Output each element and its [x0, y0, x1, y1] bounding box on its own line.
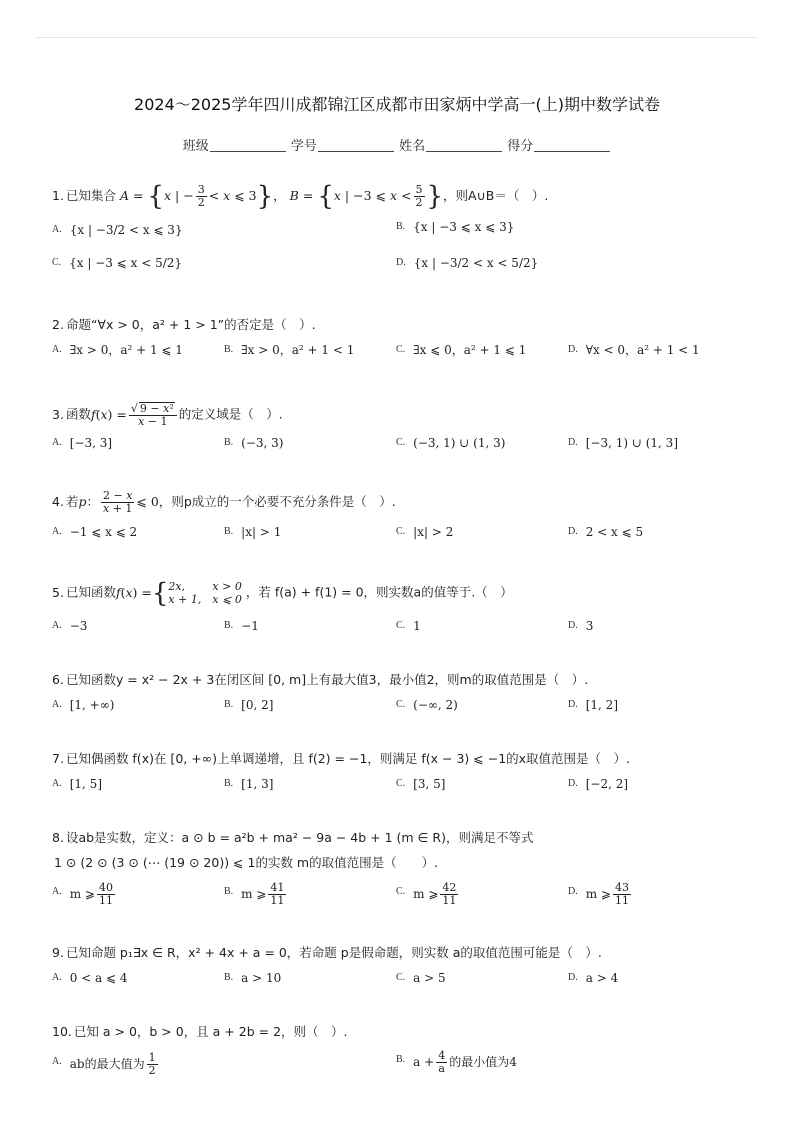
q6-option-c[interactable]: $^{C.}$ (−∞, 2) — [396, 698, 458, 712]
question-stem-suffix: ，则A∪B＝（ ）. — [443, 188, 549, 203]
question-stem: 已知 a > 0，b > 0，且 a + 2b = 2，则（ ）. — [73, 1024, 348, 1039]
question-stem: 已知偶函数 f(x)在 [0, +∞)上单调递增，且 f(2) = −1，则满足 f(x − 3) ⩽ −1的x取值范围是（ ）. — [65, 751, 631, 766]
question-stem-line-2: 1 ⊙ (2 ⊙ (3 ⊙ (⋯ (19 ⊙ 20)) ⩽ 1的实数 m的取值范围是（ ）. — [54, 855, 439, 870]
q4-option-d[interactable]: $^{D.}$ 2 < x ⩽ 5 — [568, 525, 644, 539]
q9-option-a[interactable]: $^{A.}$ 0 < a ⩽ 4 — [52, 971, 128, 985]
question-number: 6. — [52, 672, 64, 687]
question-number: 4. — [52, 494, 64, 509]
class-label: 班级 — [182, 139, 209, 154]
question-stem-prefix: 已知函数 — [65, 584, 116, 600]
q7-option-c[interactable]: $^{C.}$ [3, 5] — [396, 777, 446, 791]
q1-option-c[interactable]: $^{C.}$ {x | −3 ⩽ x < 5/2} — [52, 256, 183, 270]
q2-option-b[interactable]: $^{B.}$ ∃x > 0，a² + 1 < 1 — [224, 343, 355, 357]
question-9 — [52, 943, 764, 963]
question-stem: 设ab是实数，定义：a ⊙ b = a²b + ma² − 9a − 4b + 1 (m ∈ R)，则满足不等式 — [65, 830, 534, 845]
question-stem-prefix: 若 — [65, 494, 79, 509]
student-id-label: 学号 — [290, 139, 317, 154]
q4-option-c[interactable]: $^{C.}$ |x| > 2 — [396, 525, 454, 539]
q5-option-a[interactable]: $^{A.}$ −3 — [52, 619, 88, 633]
q2-option-c[interactable]: $^{C.}$ ∃x ⩽ 0，a² + 1 ⩽ 1 — [396, 343, 527, 357]
name-label: 姓名 — [399, 139, 426, 154]
question-4 — [52, 490, 764, 515]
q4-option-a[interactable]: $^{A.}$ −1 ⩽ x ⩽ 2 — [52, 525, 138, 539]
question-6 — [52, 670, 764, 690]
question-1: 1. 已知集合 A = {x | − $\frac{3}{2}$ < x ⩽ 3}， B = {x | −3 ⩽ x < $\frac{5}{2}$ }，则A∪B＝（ ）. — [52, 181, 549, 212]
q6-option-b[interactable]: $^{B.}$ [0, 2] — [224, 698, 274, 712]
q4-option-b[interactable]: $^{B.}$ |x| > 1 — [224, 525, 282, 539]
q2-option-d[interactable]: $^{D.}$ ∀x < 0，a² + 1 < 1 — [568, 343, 700, 357]
q10-option-a[interactable]: $^{A.}$ ab的最大值为 $\frac{1}{2}$ — [52, 1051, 156, 1077]
q5-option-b[interactable]: $^{B.}$ −1 — [224, 619, 259, 633]
q8-option-a[interactable]: $^{A.}$ m ⩾ $\frac{40}{11}$ — [52, 881, 113, 907]
question-stem-prefix: 已知集合 — [65, 188, 116, 203]
question-8-continued — [54, 853, 764, 873]
question-number: 2. — [52, 317, 64, 332]
score-label: 得分 — [507, 139, 534, 154]
question-stem: 已知函数y = x² − 2x + 3在闭区间 [0, m]上有最大值3，最小值2，则m的取值范围是（ ）. — [65, 672, 589, 687]
score-blank[interactable] — [534, 139, 610, 152]
question-10 — [52, 1022, 764, 1042]
q3-option-a[interactable]: $^{A.}$ [−3, 3] — [52, 436, 113, 450]
question-stem: 命题“∀x > 0，a² + 1 > 1”的否定是（ ）. — [65, 317, 316, 332]
q5-option-c[interactable]: $^{C.}$ 1 — [396, 619, 421, 633]
top-divider — [36, 37, 758, 38]
set-b-formula: B = {x | −3 ⩽ x < $\frac{5}{2}$ } — [289, 181, 444, 212]
question-stem-prefix: 函数 — [65, 406, 91, 422]
student-info-line — [0, 135, 794, 154]
q1-option-d[interactable]: $^{D.}$ {x | −3/2 < x < 5/2} — [396, 256, 539, 270]
question-number: 3. — [52, 406, 64, 422]
question-number: 5. — [52, 584, 64, 600]
question-number: 9. — [52, 945, 64, 960]
set-a-formula: A = {x | − $\frac{3}{2}$ < x ⩽ 3} — [119, 181, 274, 212]
question-number: 8. — [52, 830, 64, 845]
q8-option-d[interactable]: $^{D.}$ m ⩾ $\frac{43}{11}$ — [568, 881, 629, 907]
question-stem-suffix: ，若 f(a) + f(1) = 0，则实数a的值等于.（ ） — [245, 584, 513, 600]
function-formula: f(x) = $\frac{\text{√ 9 − x²}}{x - 1}$ — [91, 407, 179, 422]
question-5 — [52, 580, 764, 606]
q7-option-d[interactable]: $^{D.}$ [−2, 2] — [568, 777, 629, 791]
q7-option-a[interactable]: $^{A.}$ [1, 5] — [52, 777, 102, 791]
question-number: 1. — [52, 188, 64, 203]
question-stem-suffix: 的定义域是（ ）. — [178, 406, 283, 422]
class-blank[interactable] — [210, 139, 286, 152]
student-id-blank[interactable] — [318, 139, 394, 152]
q3-option-b[interactable]: $^{B.}$ (−3, 3) — [224, 436, 284, 450]
question-2 — [52, 315, 764, 335]
q9-option-c[interactable]: $^{C.}$ a > 5 — [396, 971, 446, 985]
q6-option-d[interactable]: $^{D.}$ [1, 2] — [568, 698, 618, 712]
q8-option-b[interactable]: $^{B.}$ m ⩾ $\frac{41}{11}$ — [224, 881, 285, 907]
question-stem: 已知命题 p₁∃x ∈ R，x² + 4x + a = 0，若命题 p是假命题，则实数 a的取值范围可能是（ ）. — [65, 945, 602, 960]
q3-option-c[interactable]: $^{C.}$ (−3, 1) ∪ (1, 3) — [396, 436, 506, 450]
question-7 — [52, 749, 764, 769]
q3-option-d[interactable]: $^{D.}$ [−3, 1) ∪ (1, 3] — [568, 436, 678, 450]
question-number: 10. — [52, 1024, 72, 1039]
exam-title: 2024～2025学年四川成都锦江区成都市田家炳中学高一(上)期中数学试卷 — [134, 95, 660, 114]
q6-option-a[interactable]: $^{A.}$ [1, +∞) — [52, 698, 115, 712]
q5-option-d[interactable]: $^{D.}$ 3 — [568, 619, 594, 633]
q1-option-b[interactable]: $^{B.}$ {x | −3 ⩽ x ⩽ 3} — [396, 220, 515, 234]
condition-formula: p： $\frac{2 - x}{x + 1}$ ⩽ 0 — [78, 489, 159, 515]
q9-option-d[interactable]: $^{D.}$ a > 4 — [568, 971, 619, 985]
q1-option-a[interactable]: $^{A.}$ {x | −3/2 < x ⩽ 3} — [52, 223, 183, 237]
q10-option-b[interactable]: $^{B.}$ a + $\frac{4}{a}$ 的最小值为4 — [396, 1049, 517, 1075]
name-blank[interactable] — [426, 139, 502, 152]
q7-option-b[interactable]: $^{B.}$ [1, 3] — [224, 777, 274, 791]
q2-option-a[interactable]: $^{A.}$ ∃x > 0，a² + 1 ⩽ 1 — [52, 343, 183, 357]
question-number: 7. — [52, 751, 64, 766]
q9-option-b[interactable]: $^{B.}$ a > 10 — [224, 971, 282, 985]
q8-option-c[interactable]: $^{C.}$ m ⩾ $\frac{42}{11}$ — [396, 881, 457, 907]
question-8 — [52, 828, 764, 848]
question-3 — [52, 402, 764, 428]
question-stem-suffix: ，则p成立的一个必要不充分条件是（ ）. — [158, 494, 396, 509]
piecewise-formula: f(x) ={ 2x, x > 0 x + 1, x ⩽ 0 — [115, 578, 242, 608]
